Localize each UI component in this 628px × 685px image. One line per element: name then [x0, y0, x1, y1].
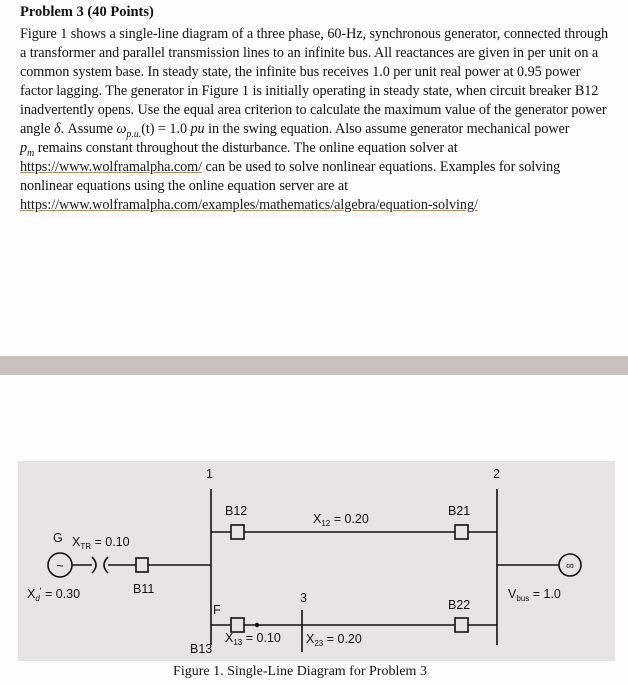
pm-symbol: p: [20, 140, 28, 156]
pu-symbol: pu: [190, 121, 205, 137]
bus-1-label: 1: [206, 467, 213, 481]
text: (t) = 1.0: [141, 121, 191, 137]
xtr-label: $X_{TR} = 0.10$: [72, 535, 130, 551]
breaker-b13: [231, 618, 244, 632]
b21-label: B21: [448, 504, 471, 518]
bus-2-label: 2: [493, 467, 500, 481]
text-line: nonlinear equations using the online equation server are at: [20, 178, 348, 194]
b12-label: B12: [225, 504, 248, 518]
b22-label: B22: [448, 598, 471, 612]
vbus-label: $V_{bus} = 1.0$: [508, 587, 561, 603]
breaker-b21: [455, 525, 468, 539]
text-line: common system base. In steady state, the infinite bus receives 1.0 per unit real power at 0.95 power: [20, 64, 581, 80]
pm-subscript: m: [27, 147, 35, 159]
text-line: a transformer and parallel transmission lines to an infinite bus. All reactances are given in per unit on a: [20, 45, 599, 61]
text: in the swing equation. Also assume generator mechanical power: [204, 121, 570, 137]
wolframalpha-link[interactable]: https://www.wolframalpha.com/: [20, 159, 203, 175]
xd-label: $X_d' = 0.30$: [27, 586, 81, 603]
omega-subscript: p.u.: [126, 128, 142, 140]
b13-label: B13: [190, 642, 213, 656]
infinity-symbol: ∞: [566, 560, 574, 572]
breaker-b12: [231, 525, 244, 539]
x23-label: $X_{23} = 0.20$: [306, 632, 362, 648]
text: angle: [20, 121, 54, 137]
fault-label: F: [213, 603, 221, 617]
text: remains constant throughout the disturbance. The online equation solver at: [34, 140, 458, 156]
generator-symbol: ~: [56, 559, 64, 573]
text: . Assume: [60, 121, 117, 137]
x13-label: $X_{13} = 0.10$: [225, 631, 281, 647]
omega-symbol: ω: [116, 121, 127, 137]
x12-label: $X_{12} = 0.20$: [313, 512, 369, 528]
equation-solving-link[interactable]: https://www.wolframalpha.com/examples/mathematics/algebra/equation-solving/: [20, 197, 478, 213]
breaker-b22: [455, 618, 468, 632]
problem-title: Problem 3 (40 Points): [20, 4, 154, 20]
text-line: Figure 1 shows a single-line diagram of a three phase, 60-Hz, synchronous generator, connected through: [20, 26, 609, 42]
text-line: inadvertently opens. Use the equal area criterion to calculate the maximum value of the generator power: [20, 102, 607, 118]
text-line: factor lagging. The generator in Figure 1 is initially operating in steady state, when circuit breaker B12: [20, 83, 599, 99]
fault-point: [255, 623, 259, 627]
text: can be used to solve nonlinear equations. Examples for solving: [202, 159, 561, 175]
bus-3-label: 3: [300, 591, 307, 605]
transformer-icon: [92, 557, 108, 573]
delta-symbol: δ: [53, 121, 61, 137]
b11-label: B11: [133, 582, 155, 596]
figure-caption: Figure 1. Single-Line Diagram for Problem 3: [173, 664, 427, 679]
breaker-b11: [136, 558, 148, 572]
generator-label: G: [53, 531, 63, 545]
